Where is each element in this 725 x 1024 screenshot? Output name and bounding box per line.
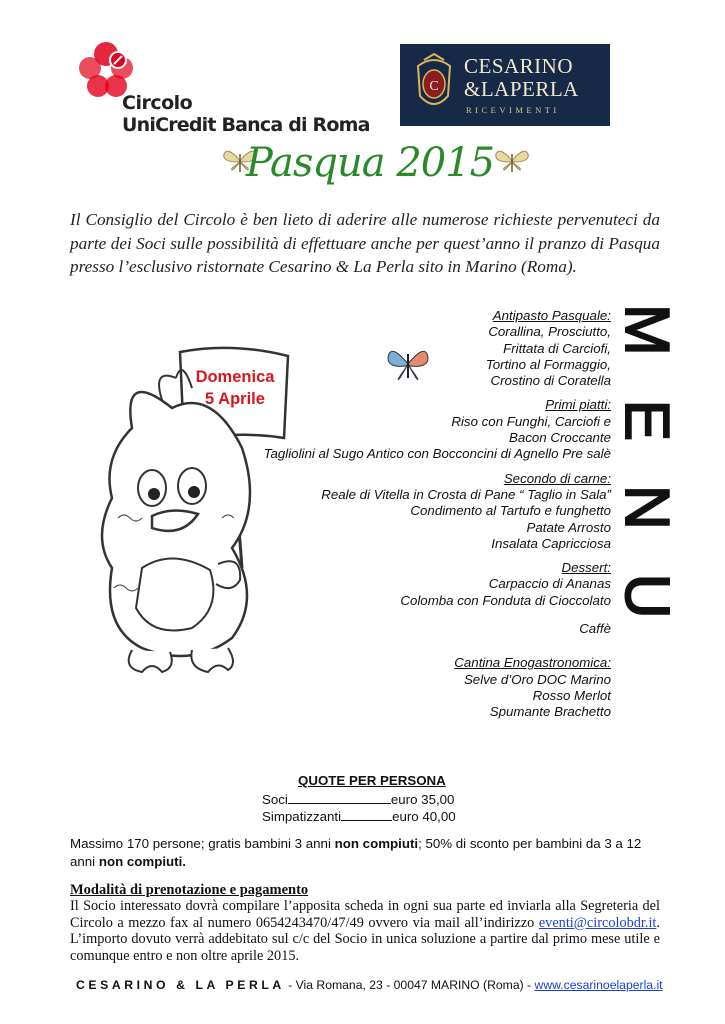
booking-text: . L’importo dovuto verrà addebitato sul c/c del Socio in unica soluzione a partire dal primo mese utile e comunque entro e non oltre aprile 2015. [70,914,660,965]
menu-section-secondo [264,471,611,552]
menu-vertical-word-text: MENU [612,304,681,663]
footer-address: - Via Romana, 23 - 00047 MARINO (Roma) - [284,978,535,992]
quotes-heading: QUOTE PER PERSONA [298,773,446,788]
menu-item: Spumante Brachetto [489,704,611,720]
website-link[interactable]: www.cesarinoelaperla.it [534,978,663,992]
cesarino-logo-line1: CESARINO [464,54,574,78]
menu-item: Frittata di Carciofi, [503,340,611,356]
booking-heading: Modalità di prenotazione e pagamento [70,882,309,898]
menu-heading: Primi piatti: [545,397,611,413]
unicredit-flower-icon [76,40,136,100]
menu-item: Condimento al Tartufo e funghetto [410,503,611,519]
quote-price: euro 40,00 [392,809,456,824]
page-title: Pasqua 2015 [245,140,495,186]
menu-item: Colomba con Fonduta di Cioccolato [400,592,611,608]
cesarino-logo-line2: &LAPERLA [464,77,579,101]
menu-section-caffe [264,621,611,637]
sign-day: Domenica [195,368,275,386]
menu-item: Crostino di Coratella [490,373,611,389]
capacity-text: Massimo 170 persone; gratis bambini 3 anni [70,836,335,851]
quote-price: euro 35,00 [390,792,455,807]
booking-paragraph [70,898,660,965]
menu-item: Bacon Croccante [509,430,611,446]
quote-row-soci [262,791,454,807]
unicredit-logo-line1: Circolo [122,92,193,114]
cesarino-logo-line3: RICEVIMENTI [466,105,560,115]
capacity-bold: non compiuti [334,836,419,851]
unicredit-logo [74,40,370,140]
menu-item: Corallina, Prosciutto, [488,324,611,340]
quote-label: Soci [262,792,288,807]
menu-section-primi [264,397,611,462]
menu-item: Tagliolini al Sugo Antico con Bocconcini di Agnello Pre salè [263,446,611,462]
menu-item: Riso con Funghi, Carciofi e [451,413,611,429]
menu-item: Insalata Capricciosa [491,535,611,551]
booking-text: Il Socio interessato dovrà compilare l’apposita scheda in ogni sua parte ed inviarla alla Segreteria del Circolo a mezzo fax al numero 0654243470/47/49 ovvero via mail all’indirizzo [70,898,660,931]
capacity-text: ; 50% di sconto per bambini da 3 a 12 anni [70,836,642,869]
intro-paragraph: Il Consiglio del Circolo è ben lieto di aderire alle numerose richieste pervenuteci da parte dei Soci sulle possibilità di effettuare anche per quest’anno il pranzo di Pasqua presso l’esclusivo ristornate Cesarino & La Perla sito in Marino (Roma). [70,210,660,276]
menu-item: Selve d’Oro DOC Marino [463,671,611,687]
menu-section-antipasto [264,308,611,389]
menu-item: Carpaccio di Ananas [488,576,611,592]
menu-item: Patate Arrosto [526,519,611,535]
menu-vertical-word [612,300,681,770]
quote-row-simpatizzanti [262,808,456,824]
menu-heading: Antipasto Pasquale: [492,308,611,323]
menu-section-dessert [264,560,611,609]
capacity-bold: non compiuti. [98,854,187,869]
unicredit-logo-line2: UniCredit Banca di Roma [122,114,370,136]
footer [76,978,663,992]
menu-item: Rosso Merlot [532,687,611,703]
menu-section-cantina [264,655,611,720]
menu-heading: Secondo di carne: [503,470,611,486]
menu-heading: Cantina Enogastronomica: [454,655,611,671]
cesarino-logo [400,44,610,126]
quote-label: Simpatizzanti [262,809,342,824]
email-link[interactable]: eventi@circolobdr.it [538,914,657,931]
footer-brand: CESARINO & LA PERLA [76,978,285,992]
chick-illustration [92,338,282,678]
menu-heading: Dessert: [561,560,611,576]
capacity-note [70,835,660,871]
menu-list [264,308,611,729]
sign-date: 5 Aprile [205,390,265,408]
menu-item: Reale di Vitella in Crosta di Pane “ Taglio in Sala” [321,486,611,502]
cesarino-crest-icon [410,52,458,118]
menu-item: Caffè [579,621,611,637]
menu-item: Tortino al Formaggio, [485,356,611,372]
svg-text:C: C [429,79,439,94]
